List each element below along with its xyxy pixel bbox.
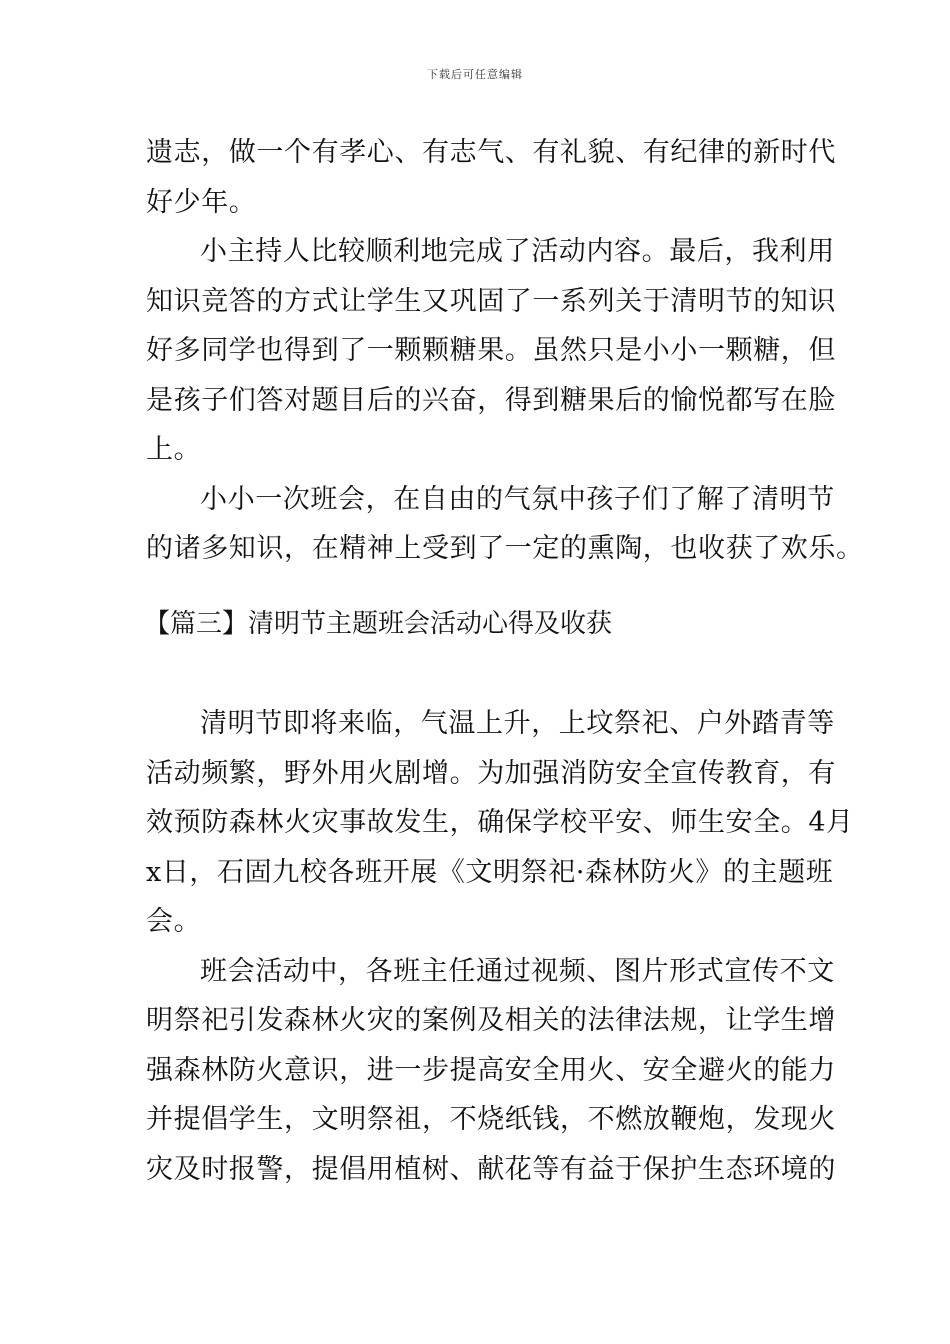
text-line: 清明节即将来临，气温上升，上坟祭祀、户外踏青等	[200, 708, 835, 739]
text-line: 遗志，做一个有孝心、有志气、有礼貌、有纪律的新时代	[146, 137, 836, 168]
text-line: 明祭祀引发森林火灾的案例及相关的法律法规，让学生增	[146, 1005, 836, 1036]
paragraph-three-1	[146, 699, 854, 947]
text-line: 班会活动中，各班主任通过视频、图片形式宣传不文	[200, 955, 835, 987]
text-line: 小小一次班会，在自由的气氛中孩子们了解了清明节	[200, 483, 835, 515]
document-body	[144, 128, 864, 1194]
text-line: 活动频繁，野外用火剧增。为加强消防安全宣传教育，有	[146, 757, 836, 789]
text-line: 强森林防火意识，进一步提高安全用火、安全避火的能力	[146, 1054, 836, 1086]
paragraph-three-2	[146, 947, 836, 1195]
text-line: 会。	[146, 906, 202, 937]
text-line: 并提倡学生，文明祭祖，不烧纸钱，不燃放鞭炮，发现火	[146, 1104, 836, 1135]
paragraph-prev-3	[146, 475, 864, 574]
page-header-note: 下载后可任意编辑	[427, 68, 523, 81]
text-line: 好多同学也得到了一颗颗糖果。虽然只是小小一颗糖，但	[146, 335, 836, 366]
paragraph-prev-2	[146, 227, 836, 475]
text-line: 知识竞答的方式让学生又巩固了一系列关于清明节的知识	[146, 285, 836, 317]
text-line: 好少年。	[146, 186, 257, 218]
section-heading: 【篇三】清明节主题班会活动心得及收获	[144, 608, 613, 639]
spacer	[146, 649, 810, 699]
text-line: 的诸多知识，在精神上受到了一定的熏陶，也收获了欢乐。	[146, 533, 864, 564]
paragraph-prev-1	[146, 128, 836, 227]
text-line: 上。	[146, 434, 202, 465]
text-line: 小主持人比较顺利地完成了活动内容。最后，我利用	[200, 236, 835, 267]
text-line: 效预防森林火灾事故发生，确保学校平安、师生安全。4月	[146, 807, 854, 838]
text-line: 灾及时报警，提倡用植树、献花等有益于保护生态环境的	[146, 1153, 836, 1185]
text-line: 是孩子们答对题目后的兴奋，得到糖果后的愉悦都写在脸	[146, 384, 836, 416]
spacer	[146, 574, 810, 600]
text-line: x日，石固九校各班开展《文明祭祀·森林防火》的主题班	[146, 856, 834, 888]
